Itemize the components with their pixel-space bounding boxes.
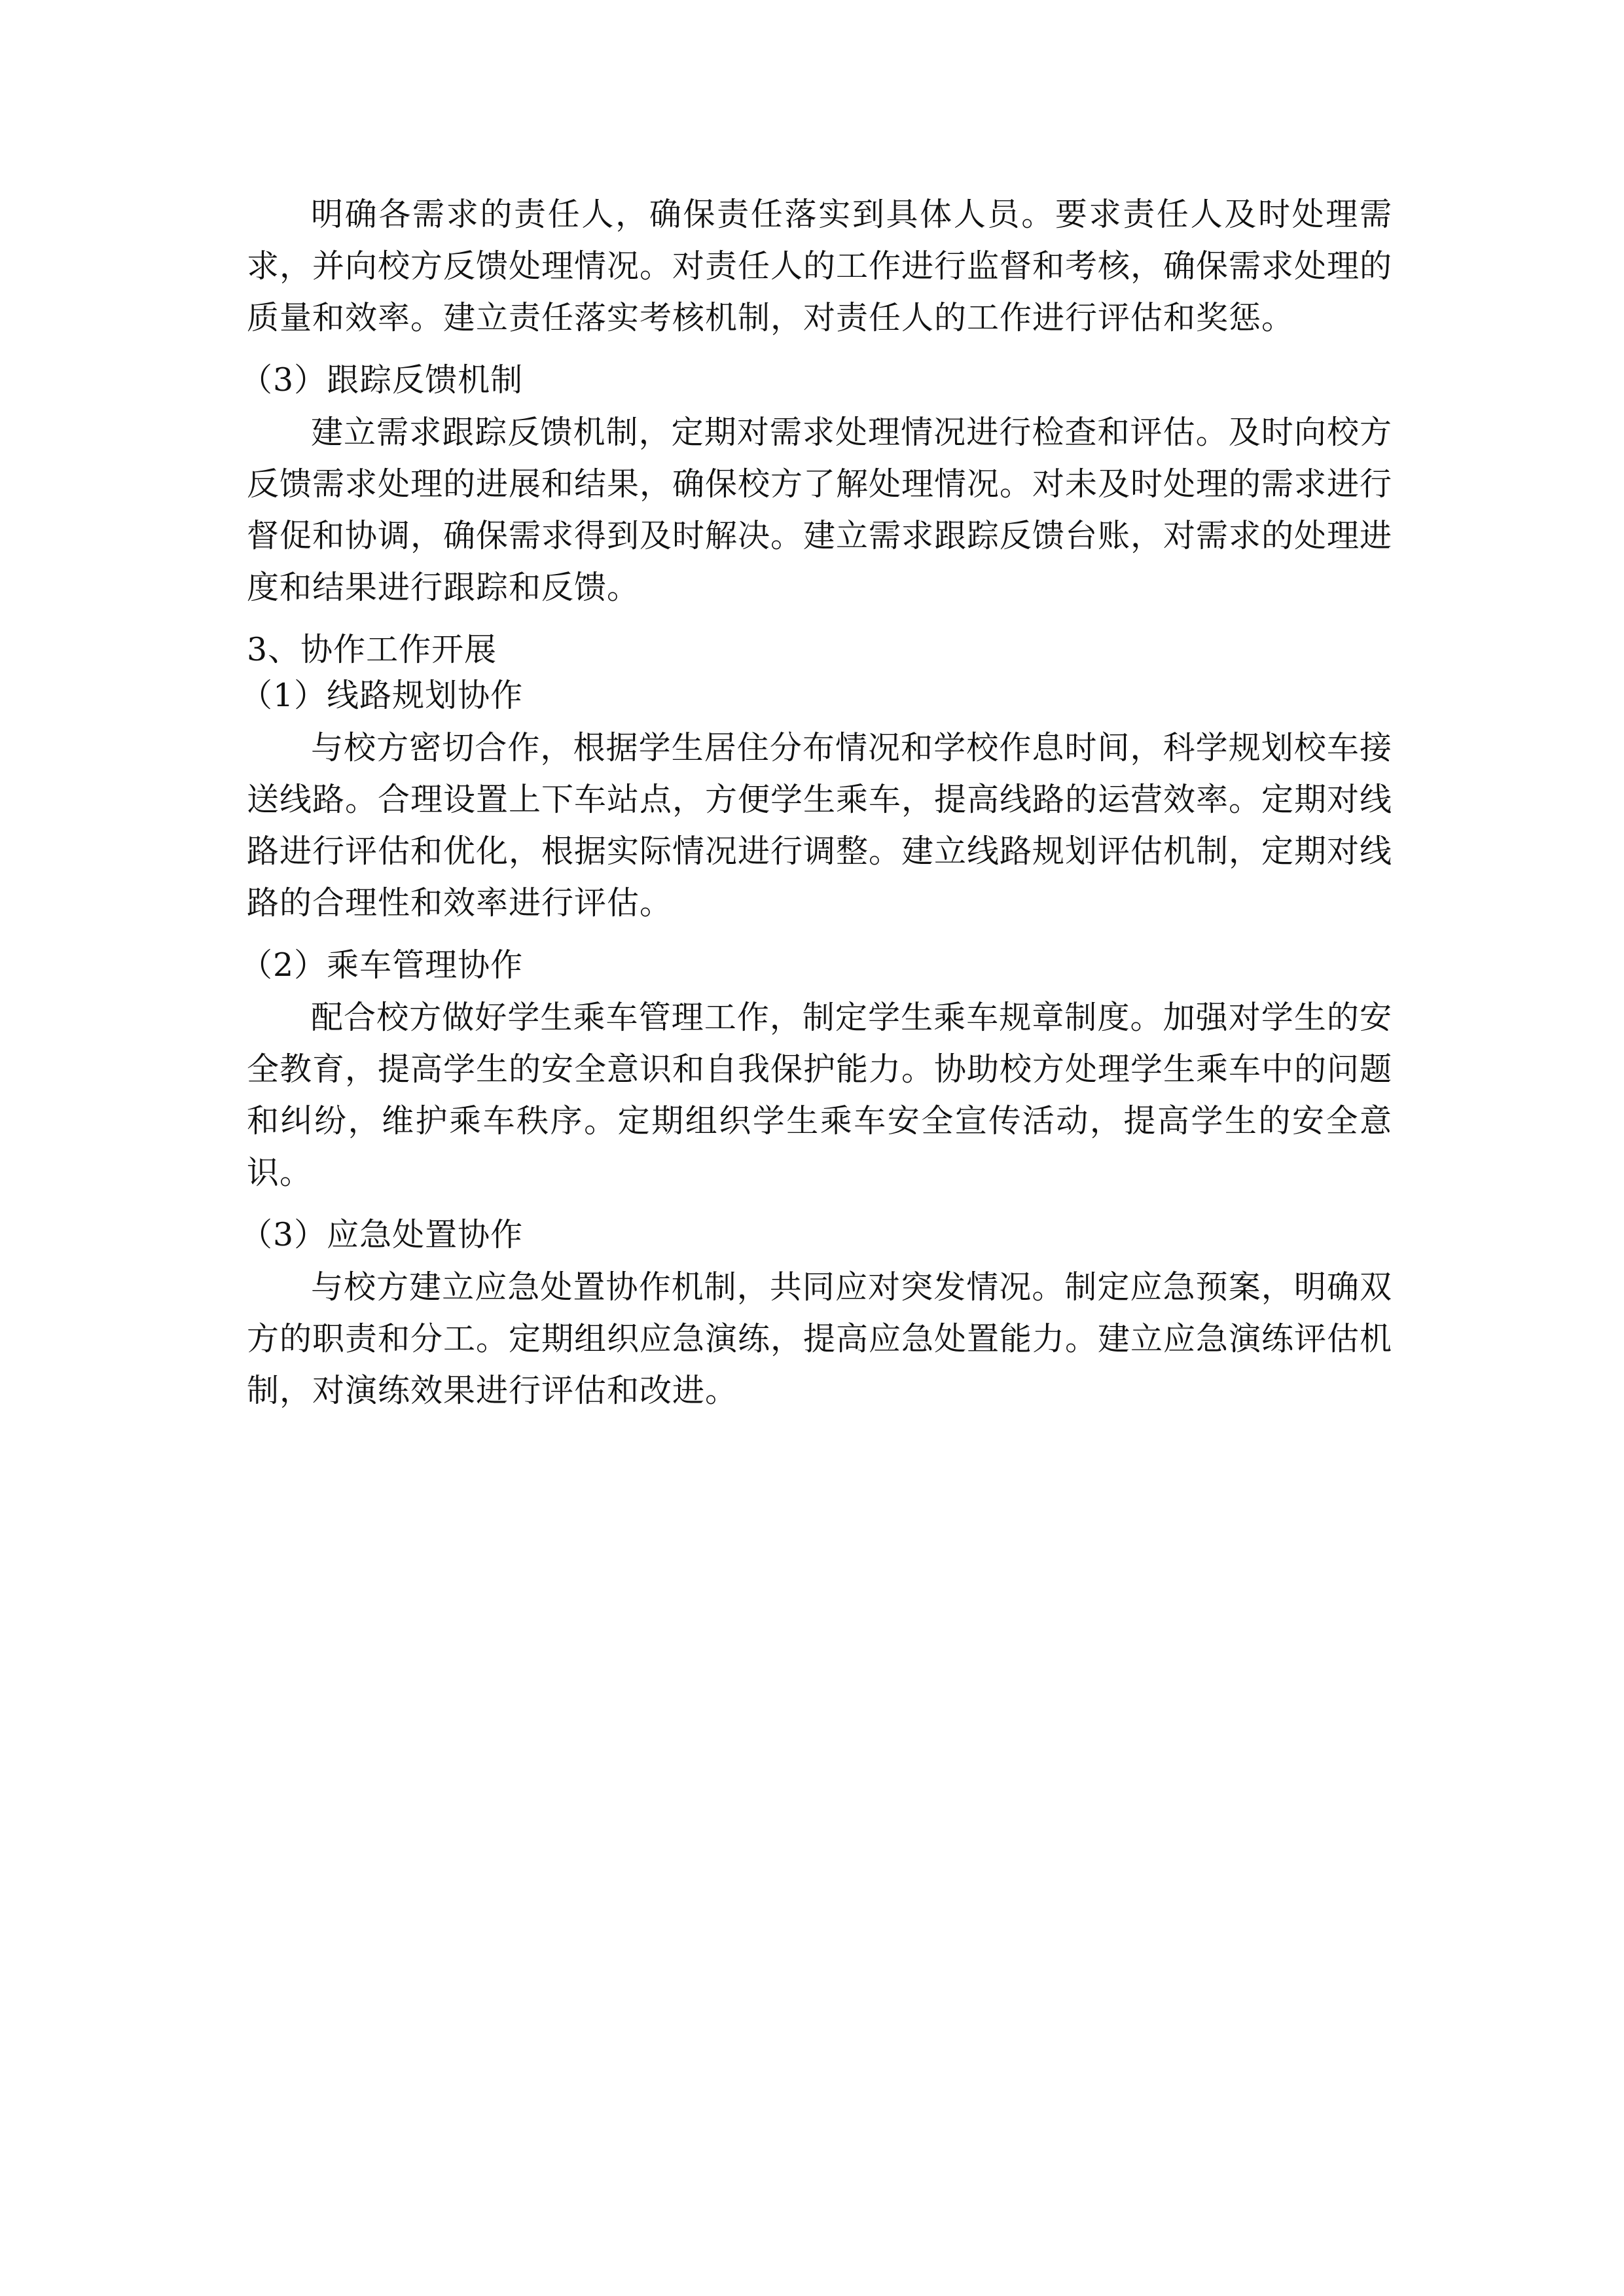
paragraph-tracking-feedback: 建立需求跟踪反馈机制，定期对需求处理情况进行检查和评估。及时向校方反馈需求处理的进展和结果，确保校方了解处理情况。对未及时处理的需求进行督促和协调，确保需求得到及时解决。建立需求跟踪反馈台账，对需求的处理进度和结果进行跟踪和反馈。 (247, 414, 1393, 606)
paragraph-boarding-management: 配合校方做好学生乘车管理工作，制定学生乘车规章制度。加强对学生的安全教育，提高学生的安全意识和自我保护能力。协助校方处理学生乘车中的问题和纠纷，维护乘车秩序。定期组织学生乘车安全宣传活动，提高学生的安全意识。 (247, 999, 1393, 1191)
heading-emergency-response: （3）应急处置协作 (240, 1216, 524, 1253)
paragraph-responsibility: 明确各需求的责任人，确保责任落实到具体人员。要求责任人及时处理需求，并向校方反馈处理情况。对责任人的工作进行监督和考核，确保需求处理的质量和效率。建立责任落实考核机制，对责任人的工作进行评估和奖惩。 (247, 196, 1393, 336)
heading-tracking-feedback: （3）跟踪反馈机制 (240, 361, 524, 399)
heading-boarding-management: （2）乘车管理协作 (240, 946, 524, 984)
paragraph-route-planning: 与校方密切合作，根据学生居住分布情况和学校作息时间，科学规划校车接送线路。合理设置上下车站点，方便学生乘车，提高线路的运营效率。定期对线路进行评估和优化，根据实际情况进行调整。建立线路规划评估机制，定期对线路的合理性和效率进行评估。 (247, 729, 1393, 922)
heading-route-planning: （1）线路规划协作 (240, 677, 524, 714)
heading-collaboration: 3、协作工作开展 (247, 631, 497, 668)
document-body (240, 188, 1393, 1433)
paragraph-emergency-response: 与校方建立应急处置协作机制，共同应对突发情况。制定应急预案，明确双方的职责和分工。定期组织应急演练，提高应急处置能力。建立应急演练评估机制，对演练效果进行评估和改进。 (247, 1268, 1393, 1409)
